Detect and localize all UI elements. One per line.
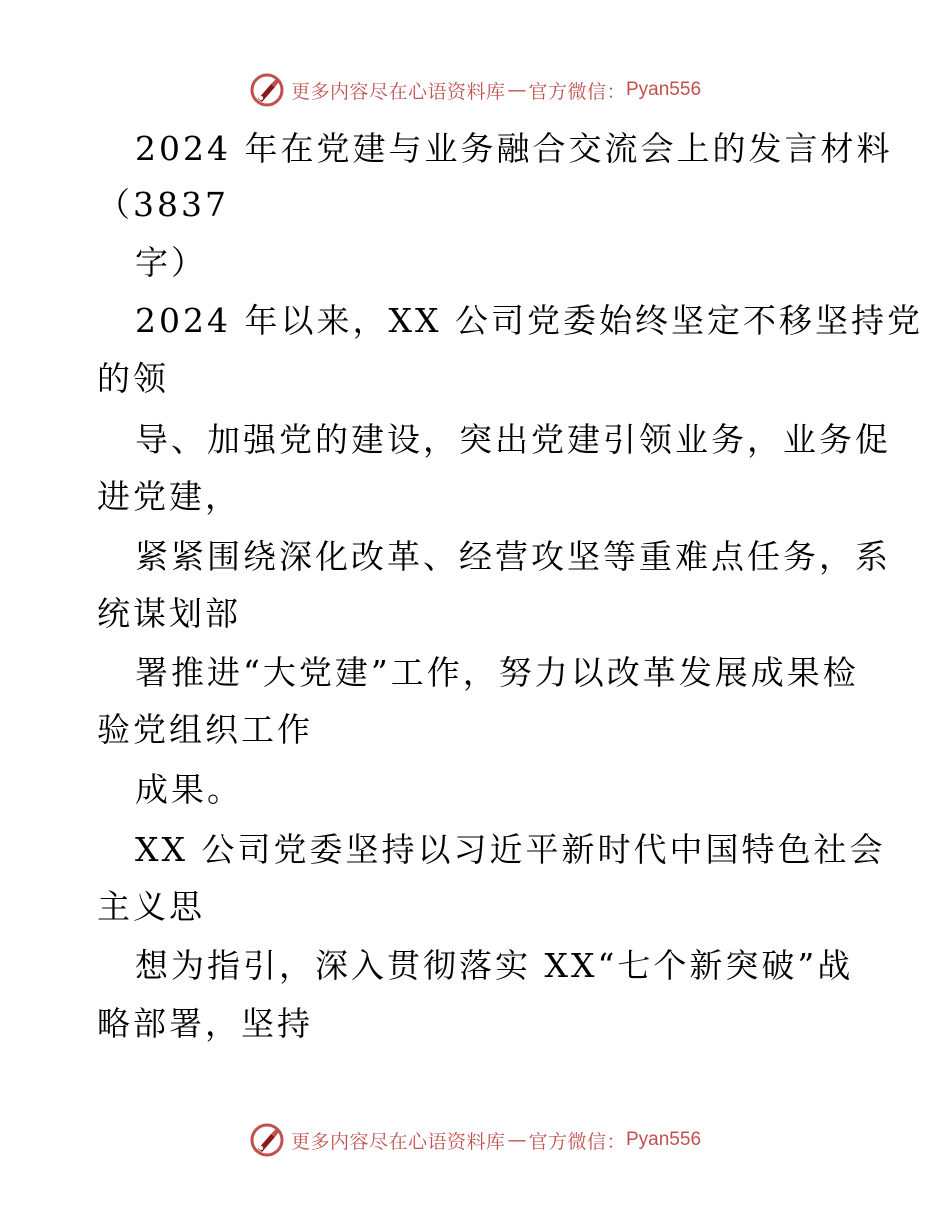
paragraph-line: 紧紧围绕深化改革、经营攻坚等重难点任务，系	[135, 537, 891, 576]
paragraph-line: 统谋划部	[97, 594, 241, 633]
footer-watermark	[0, 1120, 950, 1160]
paragraph-line: 的领	[97, 359, 169, 398]
paragraph-line: 验党组织工作	[97, 710, 313, 749]
paragraph-line: XX 公司党委坚持以习近平新时代中国特色社会	[135, 830, 886, 869]
paragraph-line: 进党建，	[97, 477, 241, 516]
watermark-separator: —	[507, 1129, 527, 1151]
watermark-wechat-label: 官方微信：	[528, 1130, 626, 1153]
watermark-wechat-id: Pyan556	[626, 1129, 702, 1150]
paragraph-line: 主义思	[97, 887, 205, 926]
watermark-site-text: 更多内容尽在心语资料库	[290, 1130, 506, 1153]
document-title-line-1: 2024 年在党建与业务融合交流会上的发言材料	[135, 129, 893, 168]
watermark-separator: —	[507, 79, 527, 101]
paragraph-line: 导、加强党的建设，突出党建引领业务，业务促	[135, 420, 891, 459]
document-title-line-3: 字）	[135, 243, 207, 282]
watermark-site-text: 更多内容尽在心语资料库	[290, 80, 506, 103]
header-watermark	[0, 70, 950, 110]
paragraph-line: 署推进“大党建”工作，努力以改革发展成果检	[135, 653, 859, 692]
paragraph-line: 2024 年以来，XX 公司党委始终坚定不移坚持党	[135, 301, 923, 340]
pen-logo-icon	[249, 1122, 285, 1158]
paragraph-line: 想为指引，深入贯彻落实 XX“七个新突破”战	[135, 946, 854, 985]
paragraph-line: 成果。	[135, 770, 243, 809]
document-title-line-2: （3837	[97, 185, 229, 224]
watermark-wechat-label: 官方微信：	[528, 80, 626, 103]
pen-logo-icon	[249, 72, 285, 108]
paragraph-line: 略部署，坚持	[97, 1004, 313, 1043]
watermark-wechat-id: Pyan556	[626, 79, 702, 100]
